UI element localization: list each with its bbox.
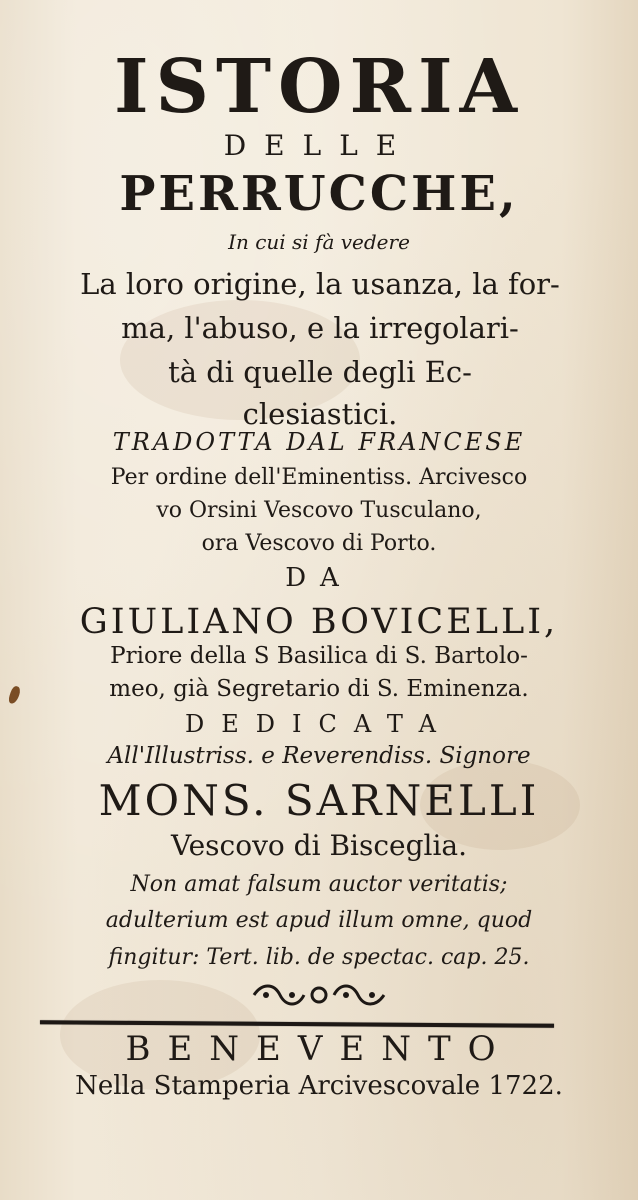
author-name: GIULIANO BOVICELLI, xyxy=(79,602,559,642)
book-title: ISTORIA xyxy=(113,44,525,130)
description-line: clesiastici. xyxy=(242,397,398,431)
ordered-by-line: Per ordine dell'Eminentiss. Arcivesco xyxy=(110,465,528,490)
subtitle-main: PERRUCCHE, xyxy=(119,166,519,222)
ordered-by-line: ora Vescovo di Porto. xyxy=(201,531,437,556)
author-role-line: Priore della S Basilica di S. Bartolo- xyxy=(110,643,528,669)
description-line: tà di quelle degli Ec- xyxy=(168,355,472,389)
by-label: DA xyxy=(285,563,353,593)
translation-note: TRADOTTA DAL FRANCESE xyxy=(112,428,526,456)
epigraph-line: fingitur: Tert. lib. de spectac. cap. 25. xyxy=(108,945,530,970)
description-line: La loro origine, la usanza, la for- xyxy=(80,267,560,301)
dedicated-label: DEDICATA xyxy=(185,710,453,738)
imprint-line: Nella Stamperia Arcivescovale 1722. xyxy=(75,1071,563,1101)
description-line: ma, l'abuso, e la irregolari- xyxy=(121,311,519,345)
epigraph-line: adulterium est apud illum omne, quod xyxy=(105,908,533,933)
ornamental-vignette-icon xyxy=(0,980,638,1010)
epigraph-line: Non amat falsum auctor veritatis; xyxy=(130,872,508,897)
place-of-publication: BENEVENTO xyxy=(125,1029,513,1069)
ornamental-vignette-icon xyxy=(244,980,394,1010)
author-role-line: meo, già Segretario di S. Eminenza. xyxy=(109,676,529,702)
dedicatee-title: Vescovo di Bisceglia. xyxy=(170,829,468,862)
dedication-intro: All'Illustriss. e Reverendiss. Signore xyxy=(107,743,531,769)
subtitle-delle: DELLE xyxy=(223,129,415,162)
ordered-by-line: vo Orsini Vescovo Tusculano, xyxy=(156,498,482,523)
intro-line: In cui si fà vedere xyxy=(228,230,410,254)
dedicatee-name: MONS. SARNELLI xyxy=(98,776,540,825)
